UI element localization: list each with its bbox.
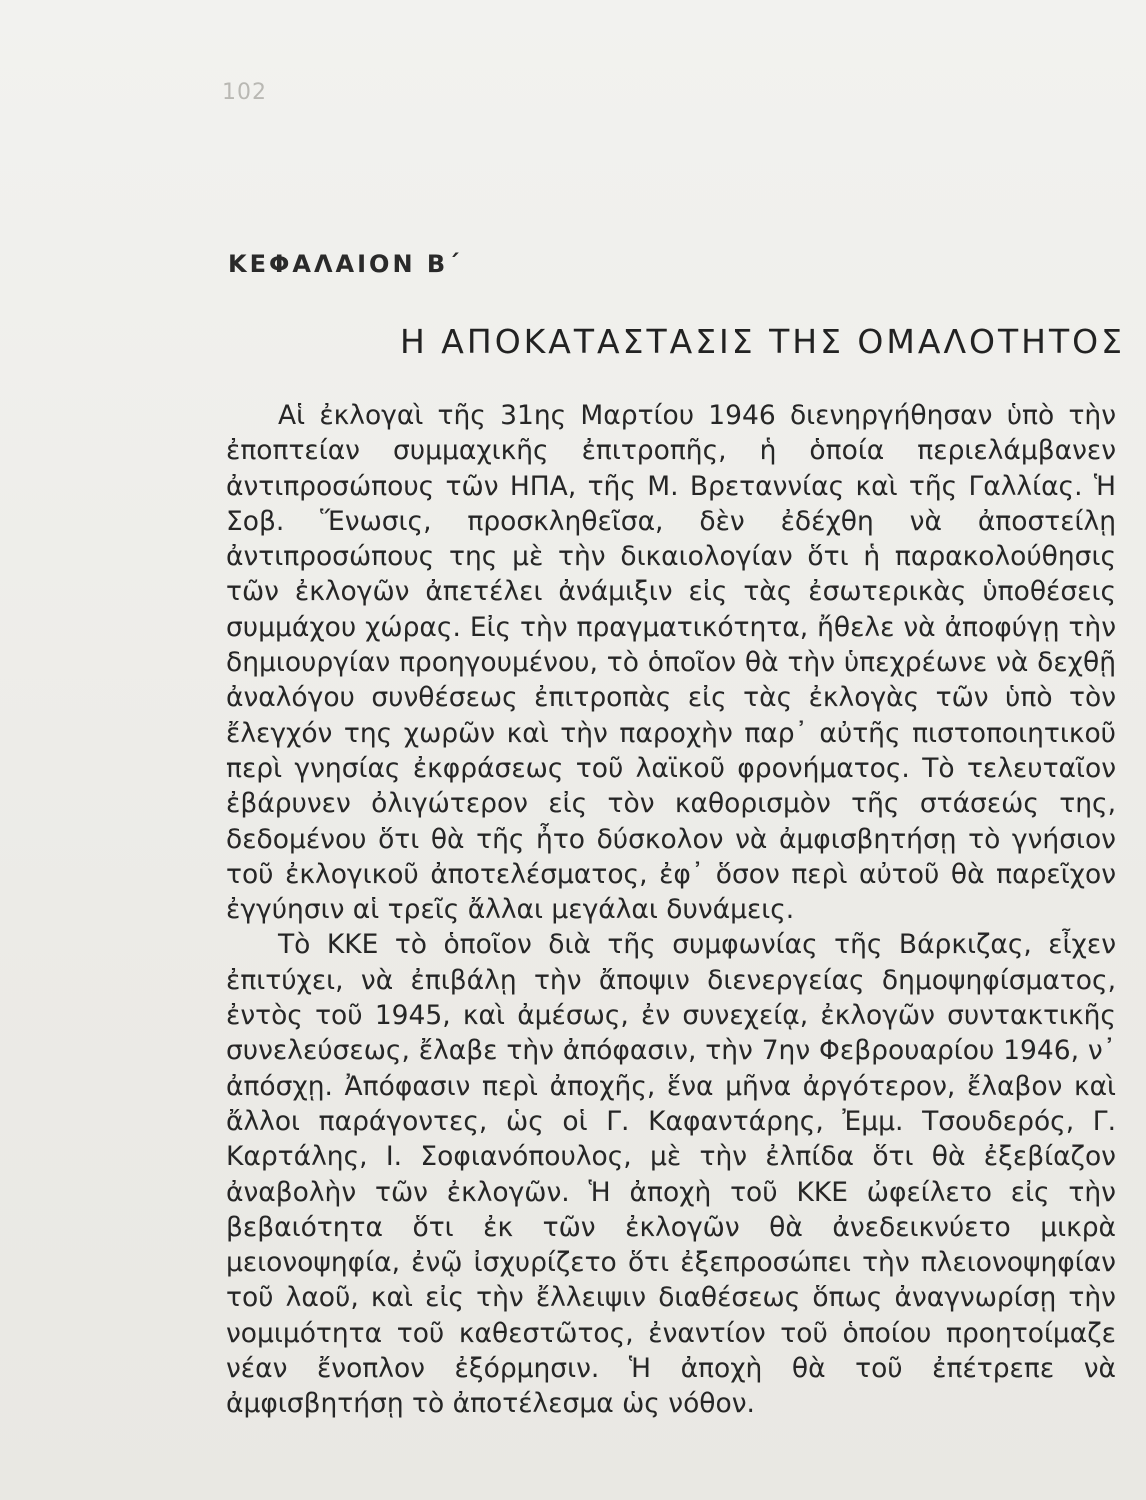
chapter-title: Η ΑΠΟΚΑΤΑΣΤΑΣΙΣ ΤΗΣ ΟΜΑΛΟΤΗΤΟΣ <box>400 322 1125 361</box>
chapter-label: ΚΕΦΑΛΑΙΟΝ Β΄ <box>228 250 462 278</box>
paragraph-2: Τὸ ΚΚΕ τὸ ὁποῖον διὰ τῆς συμφωνίας τῆς Βάρκιζας, εἶχεν ἐπιτύχει, νὰ ἐπιβάλῃ τὴν ἄποψιν διενεργείας δημοψηφίσματος, ἐντὸς τοῦ 1945, καὶ ἀμέσως, ἐν συνεχείᾳ, ἐκλογῶν συντακτικῆς συνελεύσεως, ἔλαβε τὴν ἀπόφασιν, τὴν 7ην Φεβρουαρίου 1946, ν᾽ ἀπόσχῃ. Ἀπόφασιν περὶ ἀποχῆς, ἕνα μῆνα ἀργότερον, ἔλαβον καὶ ἄλλοι παράγοντες, ὡς οἱ Γ. Καφαντάρης, Ἐμμ. Τσουδερός, Γ. Καρτάλης, Ι. Σοφιανόπουλος, μὲ τὴν ἐλπίδα ὅτι θὰ ἐξεβίαζον ἀναβολὴν τῶν ἐκλογῶν. Ἡ ἀποχὴ τοῦ ΚΚΕ ὠφείλετο εἰς τὴν βεβαιότητα ὅτι ἐκ τῶν ἐκλογῶν θὰ ἀνεδεικνύετο μικρὰ μειονοψηφία, ἐνῷ ἰσχυρίζετο ὅτι ἐξεπροσώπει τὴν πλειονοψηφίαν τοῦ λαοῦ, καὶ εἰς τὴν ἔλλειψιν διαθέσεως ὅπως ἀναγνωρίσῃ τὴν νομιμότητα τοῦ καθεστῶτος, ἐναντίον τοῦ ὁποίου προητοίμαζε νέαν ἔνοπλον ἐξόρμησιν. Ἡ ἀποχὴ θὰ τοῦ ἐπέτρεπε νὰ ἀμφισβητήσῃ τὸ ἀποτέλεσμα ὡς νόθον. <box>226 929 1116 1420</box>
paragraph-1: Αἱ ἐκλογαὶ τῆς 31ης Μαρτίου 1946 διενηργήθησαν ὑπὸ τὴν ἐποπτείαν συμμαχικῆς ἐπιτροπῆς, ἡ ὁποία περιελάμβανεν ἀντιπροσώπους τῶν ΗΠΑ, τῆς Μ. Βρεταννίας καὶ τῆς Γαλλίας. Ἡ Σοβ. Ἕνωσις, προσκληθεῖσα, δὲν ἐδέχθη νὰ ἀποστείλῃ ἀντιπροσώπους της μὲ τὴν δικαιολογίαν ὅτι ἡ παρακολούθησις τῶν ἐκλογῶν ἀπετέλει ἀνάμιξιν εἰς τὰς ἐσωτερικὰς ὑποθέσεις συμμάχου χώρας. Εἰς τὴν πραγματικότητα, ἤθελε νὰ ἀποφύγῃ τὴν δημιουργίαν προηγουμένου, τὸ ὁποῖον θὰ τὴν ὑπεχρέωνε νὰ δεχθῇ ἀναλόγου συνθέσεως ἐπιτροπὰς εἰς τὰς ἐκλογὰς τῶν ὑπὸ τὸν ἔλεγχόν της χωρῶν καὶ τὴν παροχὴν παρ᾽ αὐτῆς πιστοποιητικοῦ περὶ γνησίας ἐκφράσεως τοῦ λαϊκοῦ φρονήματος. Τὸ τελευταῖον ἐβάρυνεν ὀλιγώτερον εἰς τὸν καθορισμὸν τῆς στάσεώς της, δεδομένου ὅτι θὰ τῆς ἦτο δύσκολον νὰ ἀμφισβητήσῃ τὸ γνήσιον τοῦ ἐκλογικοῦ ἀποτελέσματος, ἐφ᾽ ὅσον περὶ αὐτοῦ θὰ παρεῖχον ἐγγύησιν αἱ τρεῖς ἄλλαι μεγάλαι δυνάμεις. <box>226 400 1116 926</box>
body-text <box>226 398 1116 1422</box>
page-number: 102 <box>222 80 267 105</box>
